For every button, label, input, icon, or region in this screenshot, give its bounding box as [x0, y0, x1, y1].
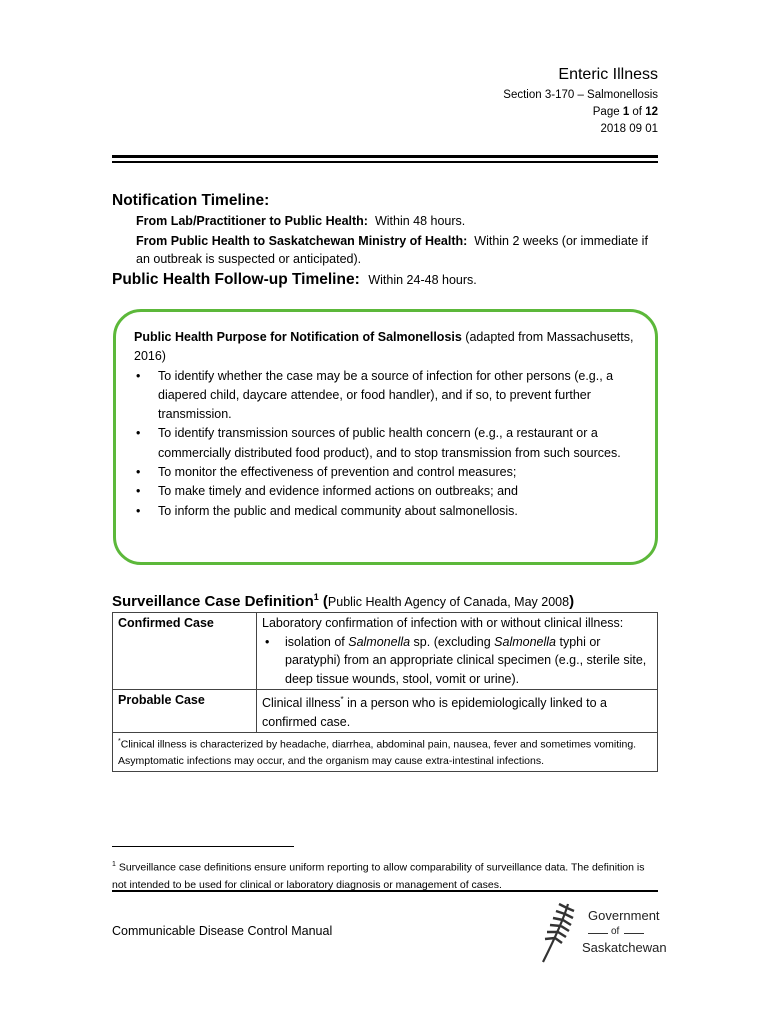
logo-line-of: of — [611, 926, 620, 937]
document-title: Enteric Illness — [558, 66, 658, 83]
purpose-item: • To identify whether the case may be a source of infection for other persons (e.g., a diapered child, daycare attendee, or food handler), and if so, to prevent further transmission. — [134, 367, 654, 425]
footnote-mark: 1 — [112, 861, 116, 868]
followup-line — [112, 271, 477, 289]
probable-text: Clinical illness — [262, 696, 341, 711]
purpose-item: • To monitor the effectiveness of prevention and control measures; — [134, 463, 654, 482]
ph-label: From Public Health to Saskatchewan Ministry of Health: — [136, 234, 468, 248]
asterisk-mark: * — [118, 738, 121, 746]
footnote-rule — [112, 846, 294, 847]
document-date: 2018 09 01 — [600, 123, 658, 135]
confirmed-label: Confirmed Case — [113, 613, 257, 690]
footnote-ref: 1 — [313, 592, 319, 602]
clinical-note — [113, 733, 658, 772]
header-rule-thin — [112, 161, 658, 163]
footer-rule — [112, 890, 658, 892]
logo-divider-right — [624, 933, 644, 934]
table-row — [113, 690, 658, 733]
logo-line-government: Government — [588, 908, 660, 923]
surveillance-heading — [112, 592, 574, 610]
confirmed-list — [262, 633, 652, 689]
footnote — [112, 856, 652, 894]
logo-divider-left — [588, 933, 608, 934]
followup-heading: Public Health Follow-up Timeline: — [112, 271, 360, 288]
page-total: 12 — [645, 106, 658, 118]
government-logo — [538, 902, 668, 964]
page-indicator — [593, 106, 658, 118]
probable-text: in a person who is epidemiologically linked to a confirmed case. — [262, 696, 607, 729]
lab-label: From Lab/Practitioner to Public Health: — [136, 214, 368, 228]
table-row — [113, 733, 658, 772]
page-prefix: Page — [592, 106, 623, 118]
page-mid: of — [629, 106, 646, 118]
probable-cell — [257, 690, 658, 733]
section-label: Section 3-170 – Salmonellosis — [503, 89, 658, 101]
confirmed-bullet — [262, 633, 652, 689]
footer-manual-name: Communicable Disease Control Manual — [112, 924, 333, 938]
bullet-text: isolation of — [285, 634, 349, 649]
purpose-title — [134, 328, 654, 367]
surveillance-heading-text: Surveillance Case Definition — [112, 593, 314, 610]
notification-heading: Notification Timeline: — [112, 192, 270, 209]
purpose-item: • To make timely and evidence informed actions on outbreaks; and — [134, 482, 654, 501]
surveillance-source: Public Health Agency of Canada, May 2008 — [327, 595, 570, 609]
purpose-title-bold: Public Health Purpose for Notification of Salmonellosis — [134, 330, 462, 344]
source-close: ) — [569, 593, 575, 610]
notification-lab — [136, 212, 656, 230]
organism-name: Salmonella — [348, 634, 411, 649]
asterisk-mark: * — [340, 695, 344, 704]
case-definition-table — [112, 612, 658, 772]
confirmed-cell — [257, 613, 658, 690]
ph-value: Within 2 weeks (or immediate if an outbreak is suspected or anticipated). — [136, 234, 648, 266]
wheat-icon — [538, 902, 582, 964]
purpose-content — [134, 328, 654, 521]
bullet-text: typhi or paratyphi) from an appropriate clinical specimen (e.g., sterile site, deep tissue wounds, stool, vomit or urine). — [285, 634, 647, 686]
source-open: ( — [322, 593, 328, 610]
page-number: 1 — [622, 106, 630, 118]
notification-ph — [136, 232, 656, 268]
clinical-note-text: Clinical illness is characterized by headache, diarrhea, abdominal pain, nausea, fever and sometimes vomiting. Asymptomatic infections may occur, and the organism may cause extra-intestinal infections. — [118, 738, 637, 767]
purpose-list — [134, 367, 654, 521]
header-rule-thick — [112, 155, 658, 158]
organism-name: Salmonella — [494, 634, 556, 649]
lab-value: Within 48 hours. — [374, 214, 466, 228]
purpose-item: • To identify transmission sources of public health concern (e.g., a restaurant or a commercially distributed food product), and to stop transmission from such sources. — [134, 424, 654, 463]
bullet-text: sp. (excluding — [410, 634, 495, 649]
probable-label: Probable Case — [113, 690, 257, 733]
purpose-item: • To inform the public and medical community about salmonellosis. — [134, 502, 654, 521]
followup-value: Within 24-48 hours. — [368, 273, 477, 287]
logo-line-saskatchewan: Saskatchewan — [582, 940, 667, 955]
purpose-title-rest: (adapted from Massachusetts, 2016) — [134, 330, 634, 364]
table-row — [113, 613, 658, 690]
confirmed-text: Laboratory confirmation of infection with or without clinical illness: — [262, 616, 624, 630]
footnote-text: Surveillance case definitions ensure uniform reporting to allow comparability of surveillance data. The definition is not intended to be used for clinical or laboratory diagnosis or management of cases. — [112, 861, 645, 891]
